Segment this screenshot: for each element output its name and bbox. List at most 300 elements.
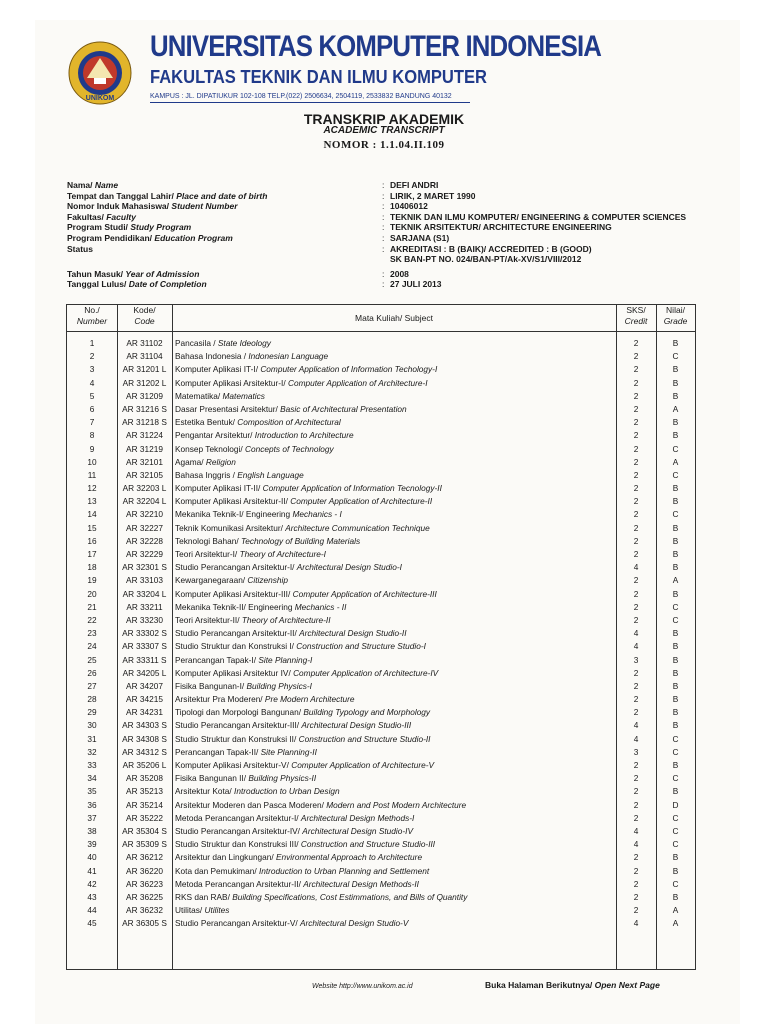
row-subject: Arsitektur Kota/ Introduction to Urban Design (175, 786, 340, 797)
info-value: TEKNIK ARSITEKTUR/ ARCHITECTURE ENGINEERING (390, 222, 612, 233)
row-subject: Teknologi Bahan/ Technology of Building Materials (175, 535, 361, 546)
row-grade: C (672, 825, 679, 836)
row-grade: B (672, 522, 679, 533)
row-grade: A (672, 403, 679, 414)
row-grade: B (672, 535, 679, 546)
row-credit: 4 (633, 628, 639, 639)
row-subject: Arsitektur dan Lingkungan/ Environmental Approach to Architecture (175, 852, 423, 863)
row-grade: C (672, 773, 679, 784)
row-number: 10 (87, 456, 97, 467)
table-row (67, 640, 695, 653)
row-code: AR 35206 L (122, 760, 167, 770)
row-code: AR 36220 (126, 865, 163, 876)
row-subject: Studio Perancangan Arsitektur-V/ Architectural Design Studio-V (175, 918, 409, 929)
table-row (67, 680, 695, 693)
row-subject: Komputer Aplikasi Arsitektur-III/ Computer Application of Architecture-III (175, 588, 437, 599)
row-number: 26 (87, 667, 97, 678)
row-credit: 2 (633, 575, 639, 586)
row-credit: 2 (633, 469, 639, 480)
row-grade: B (672, 852, 679, 863)
row-number: 6 (89, 403, 95, 414)
row-credit: 4 (633, 825, 639, 836)
row-code: AR 31201 L (122, 364, 167, 375)
row-number: 9 (89, 443, 95, 454)
table-row (67, 614, 695, 627)
row-number: 41 (87, 865, 97, 876)
table-row (67, 350, 695, 363)
row-code: AR 32105 (126, 469, 163, 480)
row-code: AR 31202 L (122, 377, 167, 388)
row-credit: 2 (633, 694, 639, 705)
table-row (67, 851, 695, 864)
row-number: 30 (87, 720, 97, 731)
table-row (67, 878, 695, 891)
row-code: AR 34303 S (122, 720, 167, 731)
row-code: AR 33307 S (122, 641, 167, 652)
row-grade: B (672, 588, 679, 599)
row-number: 7 (89, 417, 95, 428)
row-credit: 2 (633, 403, 639, 414)
row-grade: A (672, 905, 679, 916)
row-credit: 2 (633, 535, 639, 546)
row-subject: Metoda Perancangan Arsitektur-II/ Architectural Design Methods-II (175, 878, 419, 889)
row-grade: C (672, 839, 679, 850)
row-number: 20 (87, 588, 97, 599)
info-label: Tempat dan Tanggal Lahir/ Place and date of birth (67, 190, 268, 201)
row-number: 17 (87, 549, 97, 559)
row-subject: Utilitas/ Utilites (175, 905, 230, 916)
info-value: 2008 (390, 268, 409, 279)
row-number: 44 (87, 905, 97, 916)
row-code: AR 36305 S (122, 918, 167, 929)
row-grade: B (672, 549, 679, 559)
table-row (67, 904, 695, 917)
row-number: 16 (87, 535, 97, 546)
row-credit: 2 (633, 443, 639, 454)
row-subject: Komputer Aplikasi IT-II/ Computer Application of Information Tecnology-II (175, 483, 442, 494)
row-number: 29 (87, 707, 97, 718)
row-grade: B (672, 338, 679, 348)
logo-text: UNIKOM (85, 95, 115, 102)
row-subject: RKS dan RAB/ Building Specifications, Cost Estimmations, and Bills of Quantity (175, 891, 468, 902)
row-subject: Fisika Bangunan II/ Building Physics-II (175, 773, 317, 784)
row-subject: Teknik Komunikasi Arsitektur/ Architecture Communication Technique (175, 522, 430, 533)
row-credit: 2 (633, 760, 639, 770)
row-credit: 3 (633, 746, 639, 757)
row-subject: Studio Perancangan Arsitektur-IV/ Architectural Design Studio-IV (175, 825, 413, 836)
info-value: DEFI ANDRI (390, 180, 439, 190)
info-value: TEKNIK DAN ILMU KOMPUTER/ ENGINEERING & COMPUTER SCIENCES (390, 211, 687, 222)
row-credit: 2 (633, 483, 639, 494)
row-credit: 4 (633, 720, 639, 731)
table-row (67, 693, 695, 706)
row-number: 28 (87, 694, 97, 705)
row-number: 43 (87, 891, 97, 902)
row-subject: Mekanika Teknik-I/ Engineering Mechanics - I (175, 509, 342, 520)
row-number: 42 (87, 878, 97, 889)
row-subject: Kota dan Pemukiman/ Introduction to Urban Planning and Settlement (175, 865, 430, 876)
row-subject: Studio Struktur dan Konstruksi II/ Construction and Structure Studio-II (175, 733, 431, 744)
row-code: AR 36225 (126, 891, 163, 902)
row-number: 37 (87, 812, 97, 823)
row-grade: B (672, 562, 679, 573)
row-code: AR 34308 S (122, 733, 167, 744)
row-number: 35 (87, 786, 97, 797)
info-label: Fakultas/ Faculty (67, 211, 136, 222)
row-grade: C (672, 878, 679, 889)
row-number: 2 (89, 351, 95, 362)
row-code: AR 31102 (126, 338, 163, 348)
table-row (67, 456, 695, 469)
row-subject: Kewarganegaraan/ Citizenship (175, 575, 289, 586)
header-number: No./ Number (76, 305, 108, 326)
table-row (67, 469, 695, 482)
row-code: AR 35213 (126, 786, 163, 797)
row-number: 40 (87, 852, 97, 863)
table-row (67, 390, 695, 403)
row-code: AR 36212 (126, 852, 163, 863)
row-code: AR 35304 S (122, 825, 167, 836)
transcript-title: TRANSKRIP AKADEMIK (303, 111, 465, 127)
row-number: 4 (89, 377, 95, 388)
header-grade: Nilai/ Grade (663, 305, 688, 326)
row-number: 18 (87, 562, 97, 573)
row-credit: 2 (633, 351, 639, 362)
row-subject: Bahasa Indonesia / Indonesian Language (175, 351, 329, 362)
row-grade: C (672, 351, 679, 362)
row-code: AR 31216 S (122, 403, 167, 414)
row-grade: B (672, 628, 679, 639)
table-row (67, 377, 695, 390)
row-subject: Studio Struktur dan Konstruksi I/ Construction and Structure Studio-I (175, 641, 426, 652)
row-credit: 2 (633, 773, 639, 784)
row-number: 3 (89, 364, 95, 375)
row-credit: 2 (633, 812, 639, 823)
row-number: 14 (87, 509, 97, 520)
header-rule (150, 102, 470, 103)
row-subject: Teori Arsitektur-II/ Theory of Architecture-II (175, 614, 331, 625)
row-subject: Dasar Presentasi Arsitektur/ Basic of Architectural Presentation (175, 403, 407, 414)
table-body (67, 337, 695, 930)
table-row (67, 891, 695, 904)
table-row (67, 535, 695, 548)
table-row (67, 627, 695, 640)
row-subject: Studio Perancangan Arsitektur-III/ Architectural Design Studio-III (175, 720, 412, 731)
row-code: AR 35208 (126, 773, 163, 784)
info-label: Nama/ Name (67, 180, 119, 190)
row-subject: Konsep Teknologi/ Concepts of Technology (175, 443, 334, 454)
row-code: AR 32301 S (122, 562, 167, 573)
row-grade: B (672, 483, 679, 494)
table-row (67, 799, 695, 812)
row-subject: Mekanika Teknik-II/ Engineering Mechanics - II (175, 601, 347, 612)
info-label: Tahun Masuk/ Year of Admission (67, 268, 200, 279)
row-credit: 2 (633, 891, 639, 902)
row-credit: 2 (633, 417, 639, 428)
table-row (67, 865, 695, 878)
row-code: AR 33103 (126, 575, 163, 586)
table-row (67, 654, 695, 667)
row-subject: Agama/ Religion (175, 456, 236, 467)
table-row (67, 508, 695, 521)
row-credit: 2 (633, 430, 639, 441)
row-grade: C (672, 601, 679, 612)
row-credit: 4 (633, 918, 639, 929)
table-row (67, 667, 695, 680)
row-number: 38 (87, 825, 97, 836)
row-subject: Perancangan Tapak-I/ Site Planning-I (175, 654, 313, 665)
table-row (67, 443, 695, 456)
info-label: Program Studi/ Study Program (67, 222, 192, 233)
row-credit: 2 (633, 496, 639, 507)
row-subject: Metoda Perancangan Arsitektur-I/ Architectural Design Methods-I (175, 812, 415, 823)
row-number: 45 (87, 918, 97, 929)
row-code: AR 31224 (126, 430, 163, 441)
row-credit: 2 (633, 377, 639, 388)
row-number: 12 (87, 483, 97, 494)
row-credit: 3 (633, 654, 639, 665)
info-value: AKREDITASI : B (BAIK)/ ACCREDITED : B (GOOD) (390, 243, 592, 254)
row-credit: 2 (633, 509, 639, 520)
row-credit: 2 (633, 364, 639, 375)
row-subject: Arsitektur Moderen dan Pasca Moderen/ Modern and Post Modern Architecture (175, 799, 467, 810)
row-code: AR 34205 L (122, 667, 167, 678)
row-grade: B (672, 496, 679, 507)
row-grade: B (672, 430, 679, 441)
row-code: AR 32228 (126, 535, 163, 546)
row-code: AR 34215 (126, 694, 163, 705)
row-number: 32 (87, 746, 97, 757)
info-value: 27 JULI 2013 (390, 279, 442, 290)
table-row (67, 759, 695, 772)
table-row (67, 733, 695, 746)
table-row (67, 429, 695, 442)
row-credit: 2 (633, 614, 639, 625)
row-code: AR 33211 (126, 601, 163, 612)
row-code: AR 32210 (126, 509, 163, 520)
row-grade: B (672, 720, 679, 731)
row-number: 8 (89, 430, 95, 441)
row-subject: Studio Struktur dan Konstruksi III/ Construction and Structure Studio-III (175, 839, 436, 850)
row-subject: Teori Arsitektur-I/ Theory of Architecture-I (175, 549, 326, 559)
row-number: 34 (87, 773, 97, 784)
row-code: AR 34207 (126, 680, 163, 691)
table-row (67, 522, 695, 535)
table-row (67, 495, 695, 508)
row-number: 31 (87, 733, 97, 744)
info-label: Tanggal Lulus/ Date of Completion (67, 279, 207, 290)
table-row (67, 403, 695, 416)
row-number: 24 (87, 641, 97, 652)
row-code: AR 34231 (126, 707, 163, 718)
unikom-logo (57, 40, 143, 106)
row-code: AR 33302 S (122, 628, 167, 639)
row-grade: C (672, 509, 679, 520)
footer-website: Website http://www.unikom.ac.id (312, 983, 413, 990)
row-code: AR 31219 (126, 443, 163, 454)
row-number: 5 (89, 390, 95, 401)
row-grade: B (672, 760, 679, 770)
table-row (67, 706, 695, 719)
header-code: Kode/ Code (133, 305, 156, 326)
table-row (67, 574, 695, 587)
transcript-number: NOMOR : 1.1.04.II.109 (323, 139, 445, 151)
row-code: AR 36232 (126, 905, 163, 916)
row-grade: B (672, 654, 679, 665)
row-number: 15 (87, 522, 97, 533)
row-number: 27 (87, 680, 97, 691)
info-label: Program Pendidikan/ Education Program (67, 232, 233, 243)
row-code: AR 33311 S (122, 654, 167, 665)
row-credit: 4 (633, 562, 639, 573)
row-number: 21 (87, 601, 97, 612)
row-credit: 2 (633, 588, 639, 599)
row-code: AR 35222 (126, 812, 163, 823)
row-subject: Komputer Aplikasi Arsitektur IV/ Computer Application of Architecture-IV (175, 667, 439, 678)
row-grade: B (672, 891, 679, 902)
row-grade: C (672, 469, 679, 480)
table-row (67, 561, 695, 574)
university-name: UNIVERSITAS KOMPUTER INDONESIA (150, 30, 602, 63)
row-code: AR 31218 S (122, 417, 167, 428)
row-subject: Arsitektur Pra Moderen/ Pre Modern Architecture (175, 694, 355, 705)
row-credit: 2 (633, 456, 639, 467)
table-row (67, 588, 695, 601)
row-code: AR 32204 L (122, 496, 167, 507)
row-number: 39 (87, 839, 97, 850)
row-subject: Komputer Aplikasi Arsitektur-II/ Computer Application of Architecture-II (175, 496, 433, 507)
info-value: LIRIK, 2 MARET 1990 (390, 190, 476, 201)
table-row (67, 363, 695, 376)
table-row (67, 482, 695, 495)
row-subject: Komputer Aplikasi Arsitektur-I/ Computer Application of Architecture-I (175, 377, 428, 388)
row-credit: 2 (633, 680, 639, 691)
row-credit: 2 (633, 865, 639, 876)
row-subject: Estetika Bentuk/ Composition of Architectural (175, 417, 341, 428)
row-grade: B (672, 390, 679, 401)
row-grade: B (672, 786, 679, 797)
row-number: 19 (87, 575, 97, 586)
row-number: 36 (87, 799, 97, 810)
row-credit: 2 (633, 905, 639, 916)
row-code: AR 35309 S (122, 839, 167, 850)
info-label: Status (67, 243, 93, 254)
row-grade: B (672, 641, 679, 652)
table-row (67, 416, 695, 429)
row-number: 33 (87, 760, 97, 770)
row-number: 22 (87, 614, 97, 625)
row-subject: Bahasa Inggris / English Language (175, 469, 304, 480)
row-number: 23 (87, 628, 97, 639)
row-code: AR 35214 (126, 799, 163, 810)
row-credit: 2 (633, 549, 639, 559)
footer-next-page: Buka Halaman Berikutnya/ Open Next Page (485, 980, 660, 990)
table-row (67, 838, 695, 851)
row-grade: B (672, 865, 679, 876)
row-number: 25 (87, 654, 97, 665)
row-credit: 2 (633, 338, 639, 348)
row-credit: 2 (633, 601, 639, 612)
transcript-title-en: ACADEMIC TRANSCRIPT (323, 125, 445, 136)
row-code: AR 32229 (126, 549, 163, 559)
row-grade: C (672, 746, 679, 757)
grades-table (66, 304, 696, 970)
row-grade: A (672, 456, 679, 467)
row-grade: B (672, 377, 679, 388)
row-grade: D (672, 799, 679, 810)
row-code: AR 32203 L (122, 483, 167, 494)
row-subject: Perancangan Tapak-II/ Site Planning-II (175, 746, 317, 757)
header-subject: Mata Kuliah/ Subject (355, 313, 433, 323)
row-subject: Studio Perancangan Arsitektur-I/ Architectural Design Studio-I (175, 562, 402, 573)
row-grade: B (672, 680, 679, 691)
row-credit: 2 (633, 707, 639, 718)
row-grade: B (672, 707, 679, 718)
row-subject: Studio Perancangan Arsitektur-II/ Architectural Design Studio-II (175, 628, 407, 639)
row-grade: A (672, 918, 679, 929)
table-row (67, 337, 695, 350)
row-grade: B (672, 667, 679, 678)
row-grade: B (672, 694, 679, 705)
table-row (67, 812, 695, 825)
row-grade: A (672, 575, 679, 586)
table-row (67, 785, 695, 798)
row-code: AR 36223 (126, 878, 163, 889)
row-credit: 2 (633, 667, 639, 678)
row-code: AR 34312 S (122, 746, 167, 757)
row-subject: Matematika/ Matematics (175, 390, 265, 401)
info-value: 10406012 (390, 201, 428, 212)
row-code: AR 31104 (126, 351, 163, 362)
table-row (67, 601, 695, 614)
table-row (67, 746, 695, 759)
row-code: AR 33204 L (122, 588, 167, 599)
row-code: AR 33230 (126, 614, 163, 625)
campus-address: KAMPUS : JL. DIPATIUKUR 102-108 TELP.(022) 2506634, 2504119, 2533832 BANDUNG 40132 (150, 93, 452, 100)
row-code: AR 32227 (126, 522, 163, 533)
row-grade: C (672, 733, 679, 744)
row-grade: B (672, 417, 679, 428)
row-credit: 4 (633, 733, 639, 744)
table-row (67, 772, 695, 785)
row-number: 11 (87, 469, 97, 480)
table-row (67, 825, 695, 838)
info-label: Nomor Induk Mahasiswa/ Student Number (67, 201, 238, 212)
row-grade: C (672, 812, 679, 823)
row-credit: 2 (633, 852, 639, 863)
row-subject: Fisika Bangunan-I/ Building Physics-I (175, 680, 312, 691)
faculty-name: FAKULTAS TEKNIK DAN ILMU KOMPUTER (150, 67, 488, 87)
row-credit: 2 (633, 390, 639, 401)
table-row (67, 548, 695, 561)
row-credit: 2 (633, 799, 639, 810)
row-credit: 4 (633, 839, 639, 850)
row-code: AR 32101 (126, 456, 163, 467)
table-row (67, 917, 695, 930)
row-number: 1 (89, 338, 95, 348)
row-subject: Pancasila / State Ideology (175, 338, 271, 348)
row-credit: 2 (633, 786, 639, 797)
row-subject: Pengantar Arsitektur/ Introduction to Architecture (175, 430, 354, 441)
header-credit: SKS/ Credit (624, 305, 648, 326)
row-subject: Komputer Aplikasi IT-I/ Computer Application of Information Techology-I (175, 364, 438, 375)
info-value: SARJANA (S1) (390, 232, 450, 243)
row-credit: 4 (633, 641, 639, 652)
row-subject: Tipologi dan Morpologi Bangunan/ Building Typology and Morphology (175, 707, 431, 718)
row-number: 13 (87, 496, 97, 507)
row-credit: 2 (633, 878, 639, 889)
header-divider (67, 331, 695, 332)
